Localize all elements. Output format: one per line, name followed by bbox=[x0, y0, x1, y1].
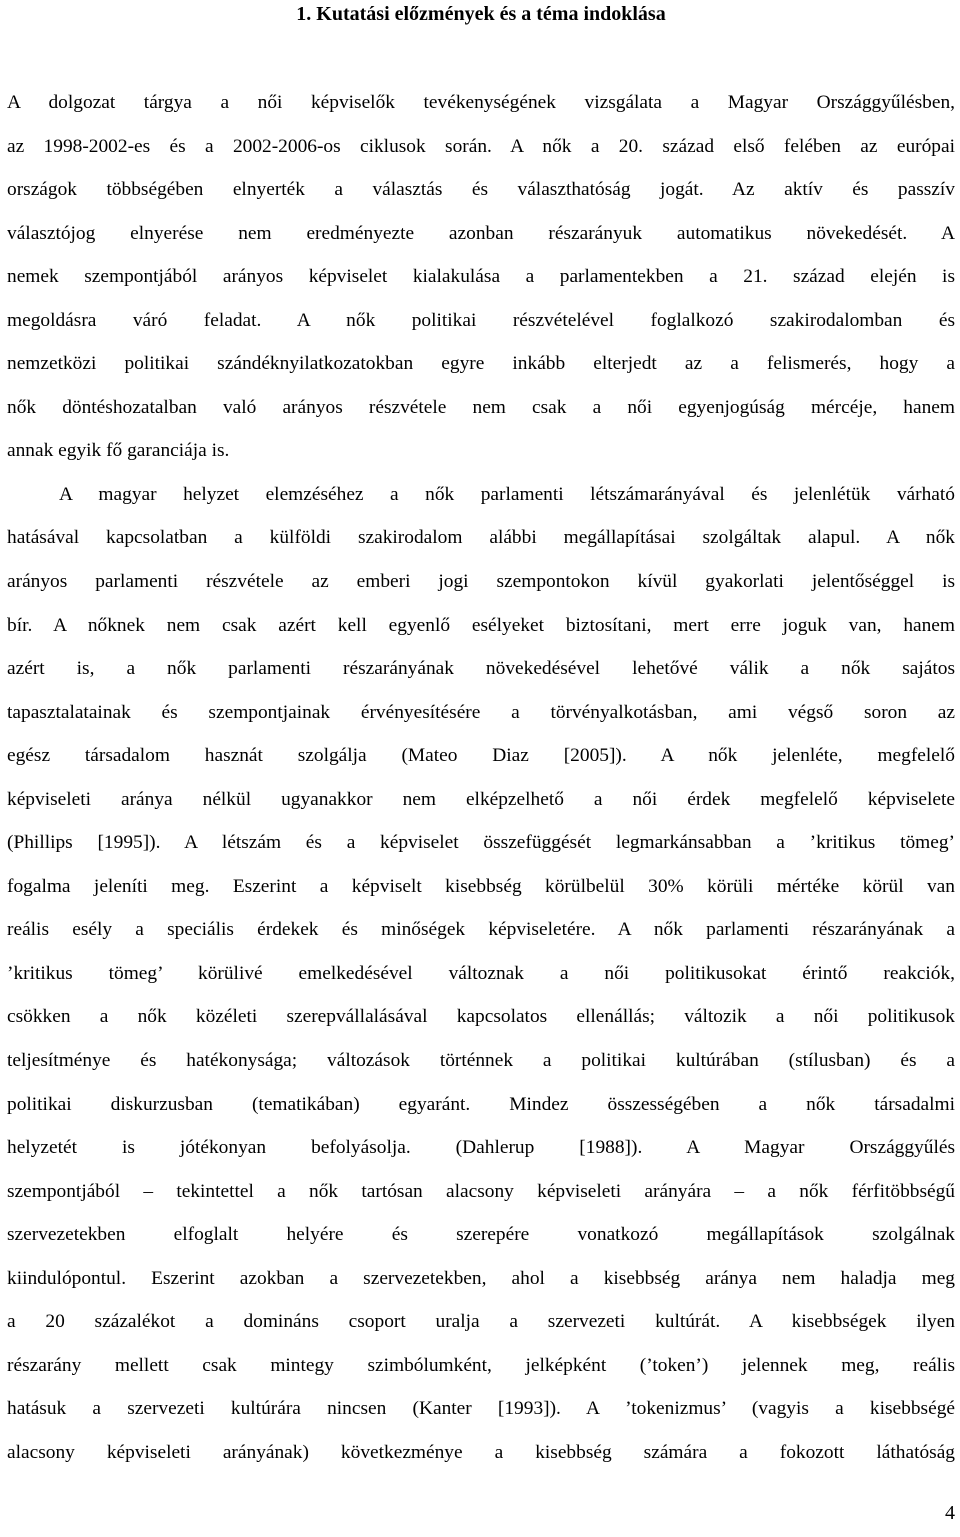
document-page bbox=[7, 0, 955, 1475]
text-line: képviseleti aránya nélkül ugyanakkor nem elképzelhető a női érdek megfelelő képviselete bbox=[7, 788, 955, 810]
text-line: csökken a nők közéleti szerepvállalásával kapcsolatos ellenállás; változik a női politikusok bbox=[7, 1006, 955, 1028]
text-line: részarány mellett csak mintegy szimbólumként, jelképként (’token’) jelennek meg, reális bbox=[7, 1354, 955, 1376]
text-line: nemek szempontjából arányos képviselet kialakulása a parlamentekben a 21. század elején is bbox=[7, 266, 955, 288]
text-line: bír. A nőknek nem csak azért kell egyenlő esélyeket biztosítani, mert erre joguk van, hanem bbox=[7, 614, 955, 636]
page-number: 4 bbox=[945, 1502, 955, 1524]
paragraph-2 bbox=[7, 473, 955, 1475]
text-line: (Phillips [1995]). A létszám és a képviselet összefüggését legmarkánsabban a ’kritikus tömeg’ bbox=[7, 832, 955, 854]
text-line: szervezetekben elfoglalt helyére és szerepére vonatkozó megállapítások szolgálnak bbox=[7, 1224, 955, 1246]
text-line: reális esély a speciális érdekek és minőségek képviseletére. A nők parlamenti részarányának a bbox=[7, 919, 955, 941]
text-line: szempontjából – tekintettel a nők tartósan alacsony képviseleti arányára – a nők férfitöbbségű bbox=[7, 1180, 955, 1202]
text-line: országok többségében elnyerték a választás és választhatóság jogát. Az aktív és passzív bbox=[7, 179, 955, 201]
text-line: azért is, a nők parlamenti részarányának növekedésével lehetővé válik a nők sajátos bbox=[7, 658, 955, 680]
text-line: alacsony képviseleti arányának) következménye a kisebbség számára a fokozott láthatóság bbox=[7, 1441, 955, 1463]
paragraph-1 bbox=[7, 81, 955, 473]
text-line: az 1998-2002-es és a 2002-2006-os ciklusok során. A nők a 20. század első felében az európai bbox=[7, 135, 955, 157]
section-heading: 1. Kutatási előzmények és a téma indoklása bbox=[296, 3, 666, 25]
text-line: választójog elnyerése nem eredményezte azonban részarányuk automatikus növekedését. A bbox=[7, 222, 955, 244]
text-line: A dolgozat tárgya a női képviselők tevékenységének vizsgálata a Magyar Országgyűlésben, bbox=[7, 92, 955, 113]
text-line: helyzetét is jótékonyan befolyásolja. (Dahlerup [1988]). A Magyar Országgyűlés bbox=[7, 1137, 955, 1159]
text-line: hatásuk a szervezeti kultúrára nincsen (Kanter [1993]). A ’tokenizmus’ (vagyis a kisebbségé bbox=[7, 1398, 955, 1420]
text-line: teljesítménye és hatékonysága; változások történnek a politikai kultúrában (stílusban) és a bbox=[7, 1050, 955, 1072]
text-line: megoldásra váró feladat. A nők politikai részvételével foglalkozó szakirodalomban és bbox=[7, 309, 955, 331]
text-line: annak egyik fő garanciája is. bbox=[7, 440, 230, 462]
text-line: A magyar helyzet elemzéséhez a nők parlamenti létszámarányával és jelenlétük várható bbox=[59, 483, 955, 505]
text-line: fogalma jeleníti meg. Eszerint a képviselt kisebbség körülbelül 30% körüli mértéke körül van bbox=[7, 875, 955, 897]
text-line: nemzetközi politikai szándéknyilatkozatokban egyre inkább elterjedt az a felismerés, hogy a bbox=[7, 353, 955, 375]
text-line: a 20 százalékot a domináns csoport uralja a szervezeti kultúrát. A kisebbségek ilyen bbox=[7, 1311, 955, 1333]
text-line: egész társadalom hasznát szolgálja (Mateo Diaz [2005]). A nők jelenléte, megfelelő bbox=[7, 745, 955, 767]
text-line: arányos parlamenti részvétele az emberi jogi szempontokon kívül gyakorlati jelentőséggel is bbox=[7, 571, 955, 593]
text-line: politikai diskurzusban (tematikában) egyaránt. Mindez összességében a nők társadalmi bbox=[7, 1093, 955, 1115]
text-line: tapasztalatainak és szempontjainak érvényesítésére a törvényalkotásban, ami végső soron az bbox=[7, 701, 955, 723]
text-line: nők döntéshozatalban való arányos részvétele nem csak a női egyenjogúság mércéje, hanem bbox=[7, 396, 955, 418]
text-line: kiindulópontul. Eszerint azokban a szervezetekben, ahol a kisebbség aránya nem haladja meg bbox=[7, 1267, 955, 1289]
text-line: hatásával kapcsolatban a külföldi szakirodalom alábbi megállapításai szolgáltak alapul. A nők bbox=[7, 527, 955, 549]
text-line: ’kritikus tömeg’ körülivé emelkedésével változnak a női politikusokat érintő reakciók, bbox=[7, 962, 955, 984]
